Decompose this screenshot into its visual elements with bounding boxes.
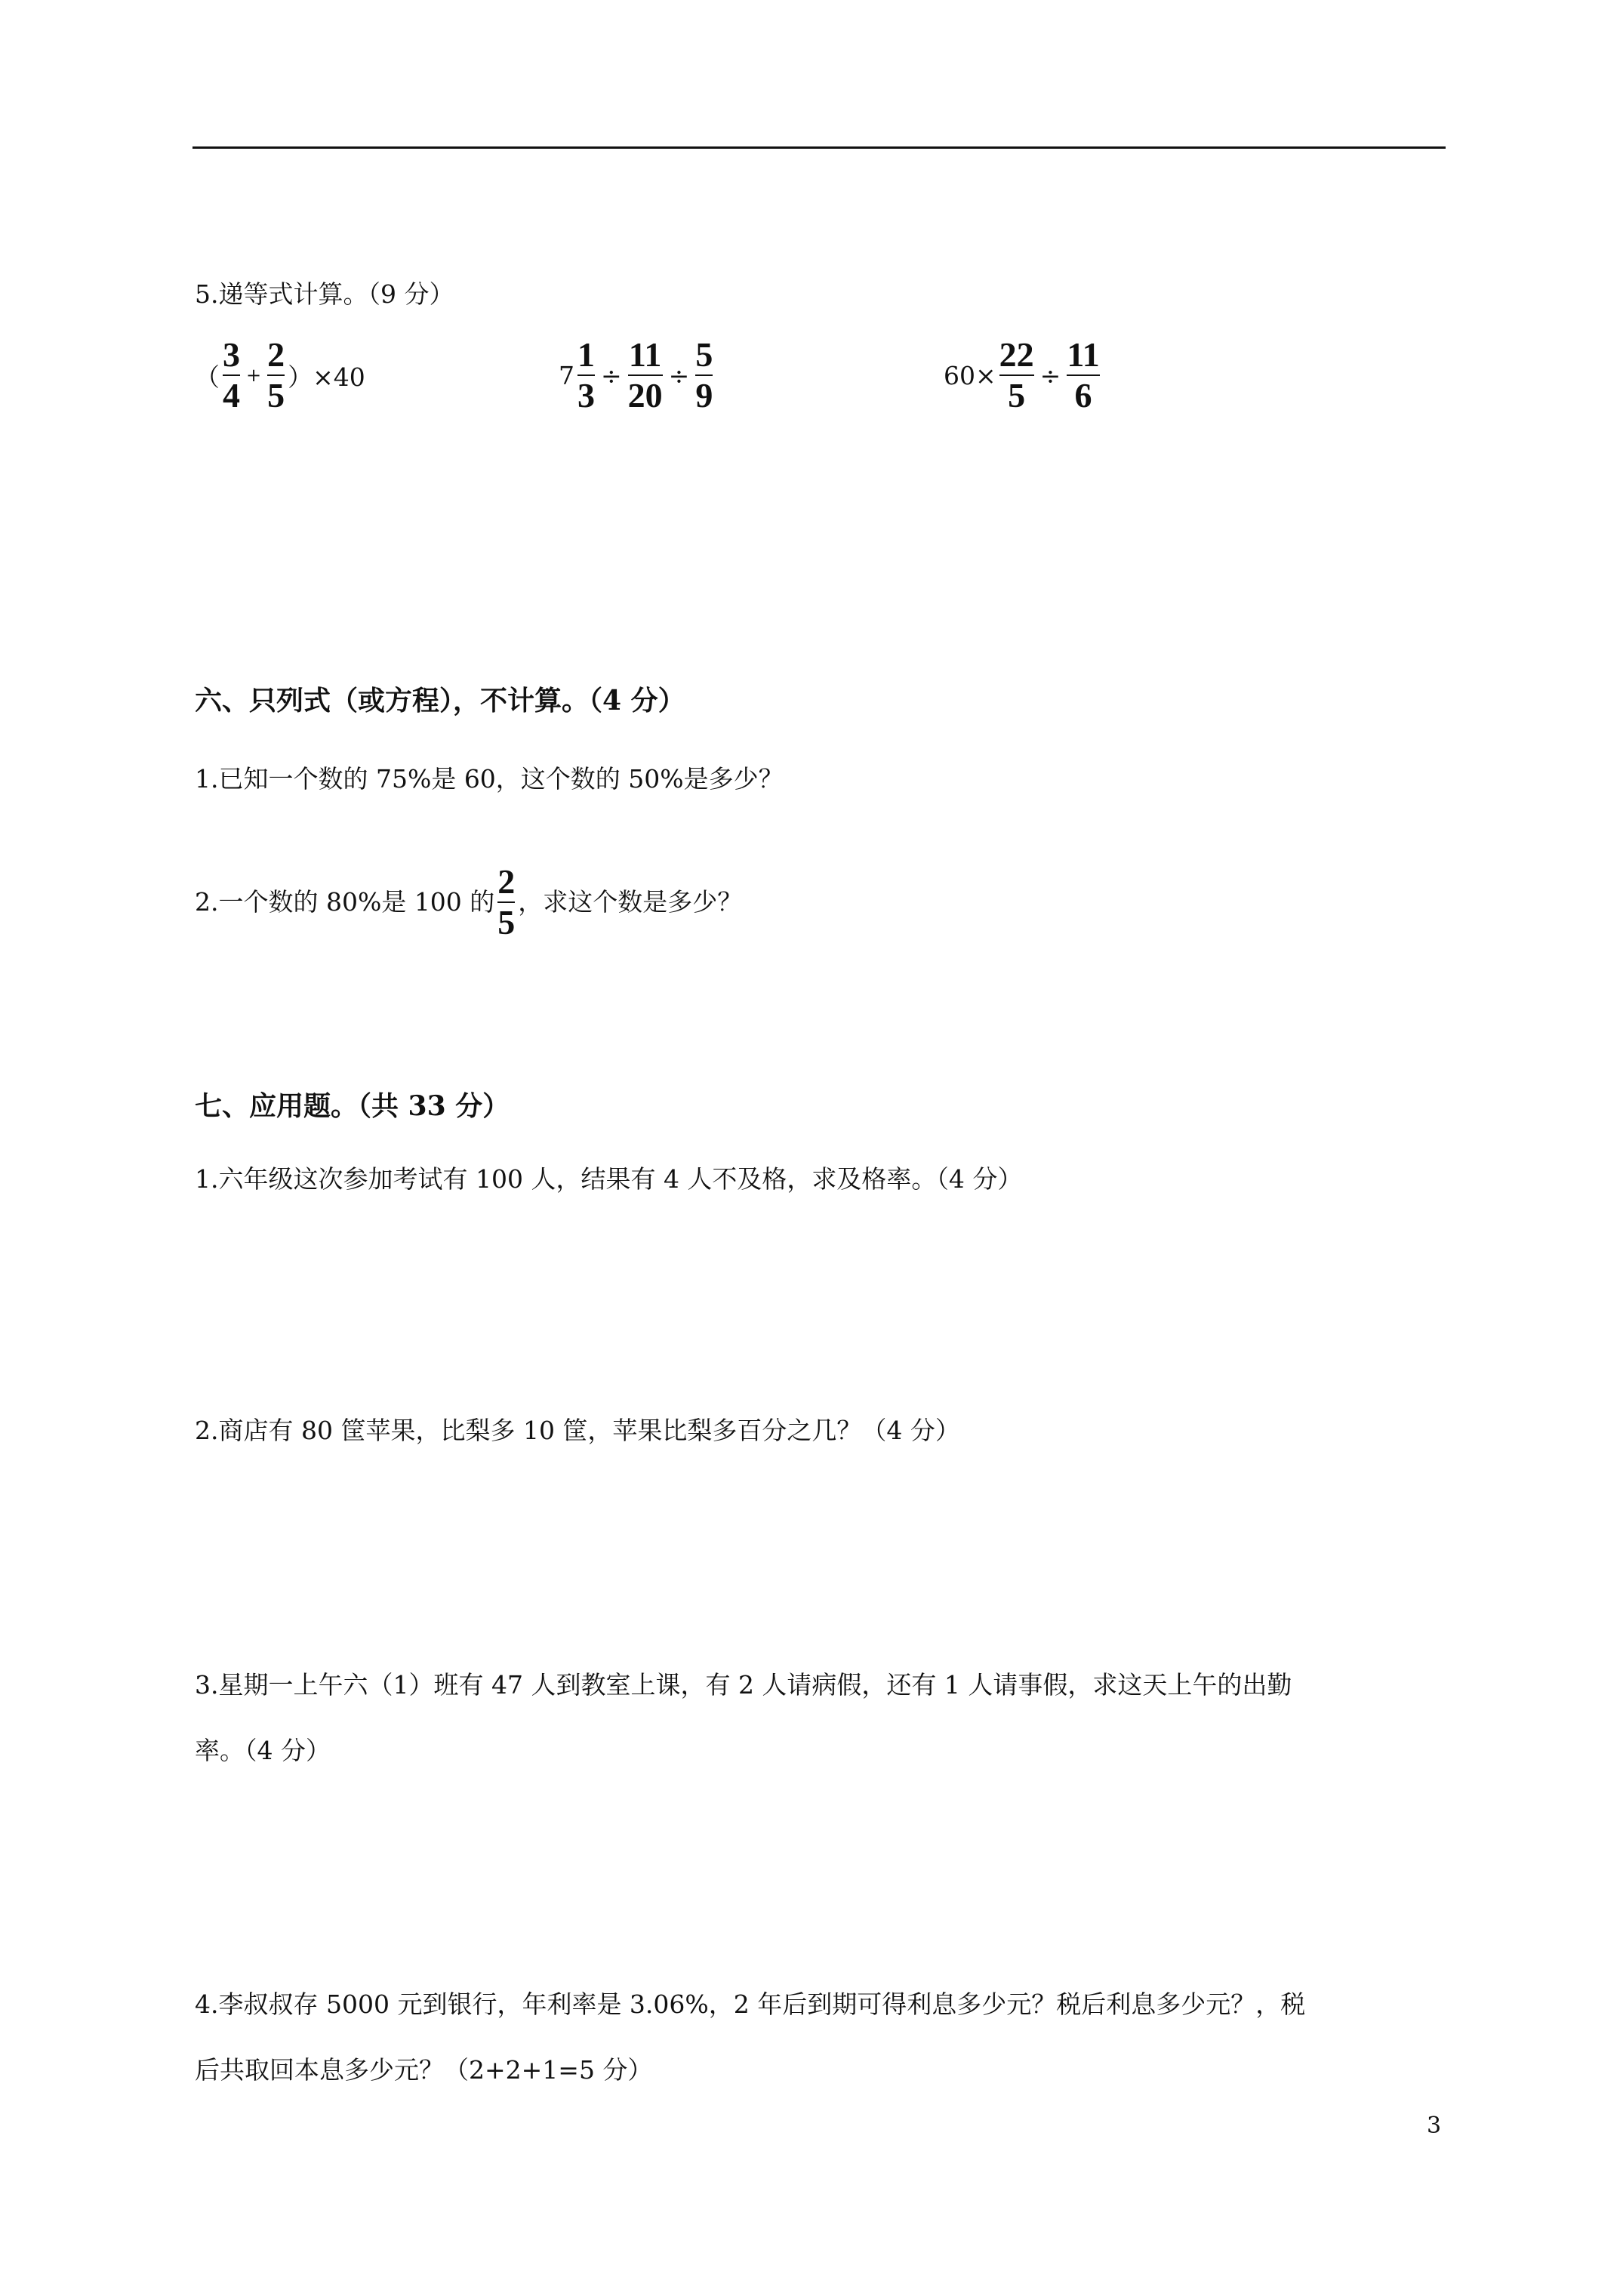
open-paren: （	[195, 362, 220, 392]
close-paren-times: ）×40	[288, 362, 365, 392]
section7-question-3-line-2: 率。（4 分）	[195, 1736, 331, 1765]
header-rule	[192, 146, 1446, 149]
fraction: $\frac{2}{5}$	[497, 861, 516, 942]
fraction: $\frac{1}{3}$	[577, 334, 595, 415]
section6-question-1: 1.已知一个数的 75%是 60，这个数的 50%是多少？	[195, 764, 784, 794]
divide-sign: ÷	[668, 360, 690, 390]
section7-question-4-line-1: 4.李叔叔存 5000 元到银行，年利率是 3.06%，2 年后到期可得利息多少元？税后利息多少元？，税	[195, 1989, 1306, 2019]
section7-question-3-line-1: 3.星期一上午六（1）班有 47 人到教室上课，有 2 人请病假，还有 1 人请事假，求这天上午的出勤	[195, 1670, 1292, 1700]
page-number: 3	[1427, 2113, 1442, 2139]
lead-term: 60×	[944, 360, 996, 390]
section7-heading: 七、应用题。（共 33 分）	[195, 1090, 510, 1122]
fraction: $\frac{11}{20}$	[627, 334, 663, 415]
plus-sign: +	[246, 365, 262, 386]
expression-3	[944, 334, 1103, 417]
section6-heading: 六、只列式（或方程），不计算。（4 分）	[195, 685, 685, 717]
whole-number: 7	[559, 360, 574, 390]
section7-question-2: 2.商店有 80 筐苹果，比梨多 10 筐，苹果比梨多百分之几？（4 分）	[195, 1416, 960, 1445]
expression-2	[559, 334, 716, 417]
expression-1	[195, 334, 365, 417]
divide-sign: ÷	[601, 360, 622, 390]
section6-question-2: 2.一个数的 80%是 100 的 $\frac{2}{5}$ ，求这个数是多少？	[195, 861, 743, 942]
section7-question-1: 1.六年级这次参加考试有 100 人，结果有 4 人不及格，求及格率。（4 分）	[195, 1164, 1023, 1194]
fraction: $\frac{3}{4}$	[223, 334, 240, 415]
fraction: $\frac{22}{5}$	[999, 334, 1034, 415]
fraction: $\frac{2}{5}$	[267, 334, 285, 415]
section7-question-4-line-2: 后共取回本息多少元？（2+2+1=5 分）	[195, 2055, 653, 2085]
fraction: $\frac{5}{9}$	[695, 334, 713, 415]
section5-title: 5.递等式计算。（9 分）	[195, 279, 454, 309]
fraction: $\frac{11}{6}$	[1067, 334, 1100, 415]
divide-sign: ÷	[1039, 360, 1061, 390]
